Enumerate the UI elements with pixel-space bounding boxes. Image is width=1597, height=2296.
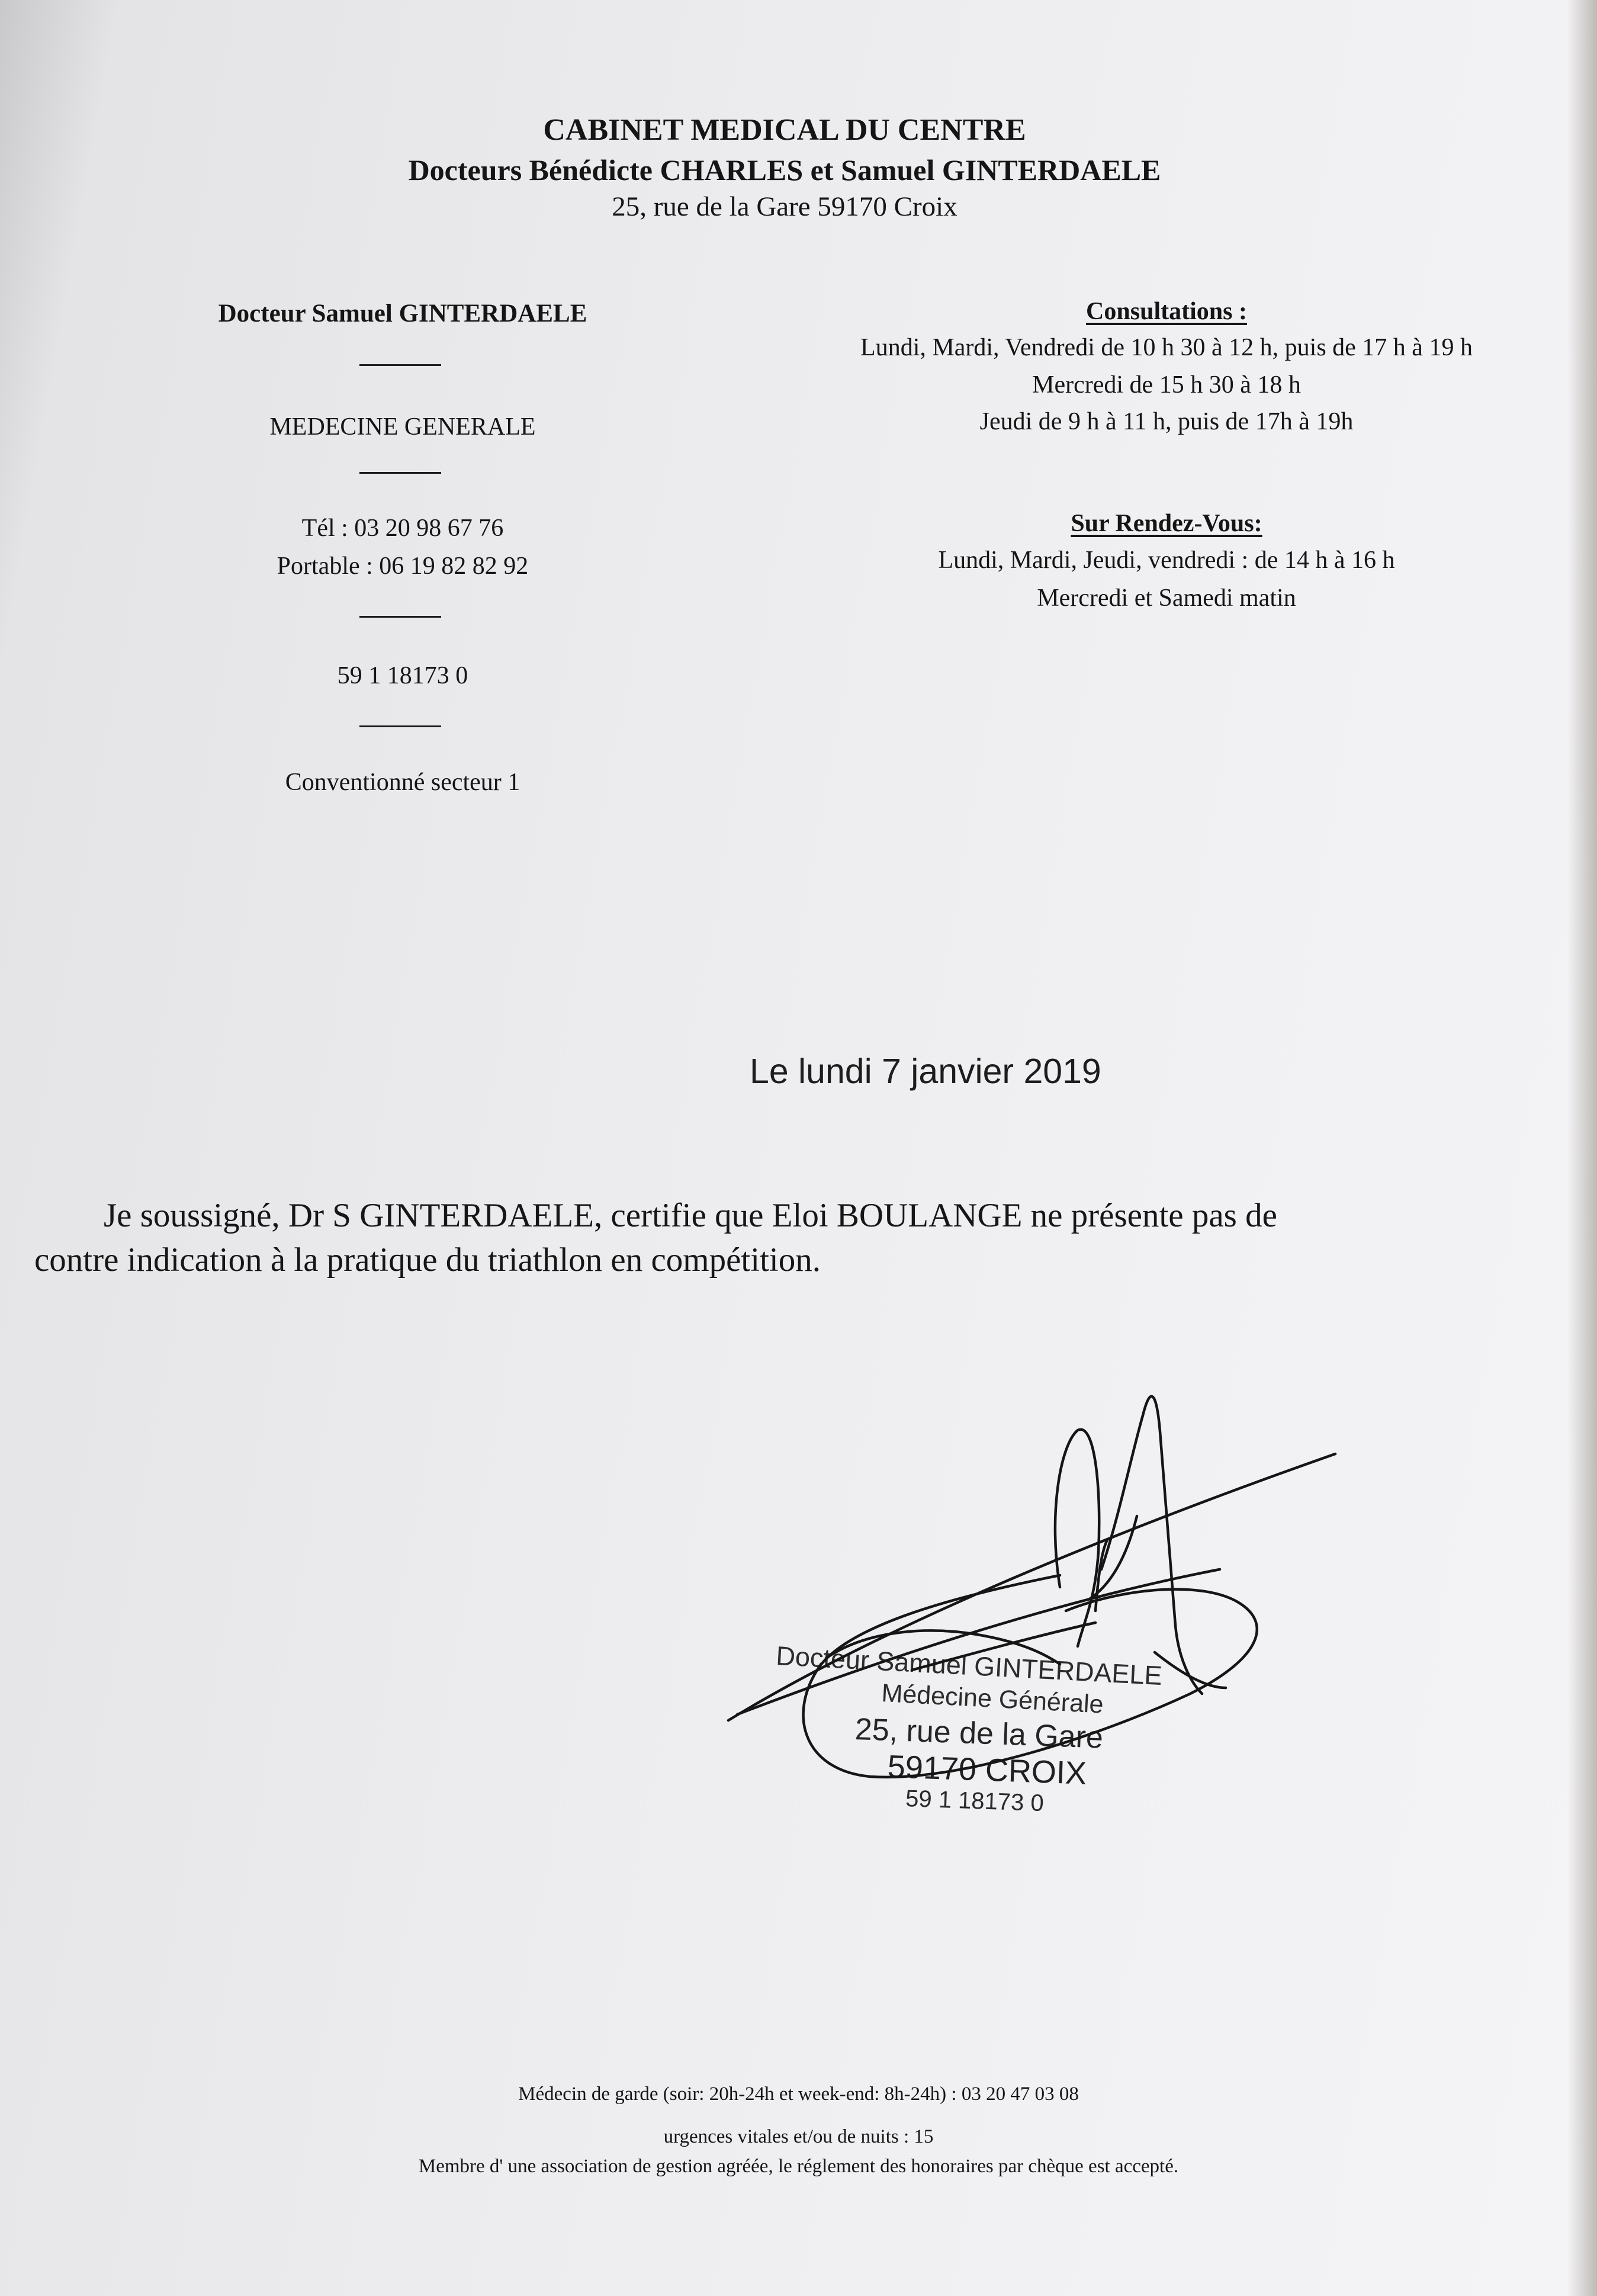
appointment-hours: Mercredi et Samedi matin [1037,585,1296,612]
doctor-name: Docteur Samuel GINTERDAELE [218,300,587,327]
consultation-hours: Jeudi de 9 h à 11 h, puis de 17h à 19h [979,408,1354,435]
footer-membership-info: Membre d' une association de gestion agréée, le réglement des honoraires par chèque est accepté. [418,2156,1179,2177]
consultations-heading: Consultations : [1086,298,1247,325]
practitioner-id: 59 1 18173 0 [337,662,468,689]
stamp-city: 59170 CROIX [886,1748,1087,1791]
stamp-specialty: Médecine Générale [881,1679,1104,1719]
stamp-address: 25, rue de la Gare [854,1711,1104,1755]
stamp-id: 59 1 18173 0 [905,1786,1045,1817]
cabinet-title: CABINET MEDICAL DU CENTRE [543,113,1026,147]
appointments-heading: Sur Rendez-Vous: [1071,510,1262,537]
footer-emergency-info: urgences vitales et/ou de nuits : 15 [663,2126,934,2147]
consultation-hours: Lundi, Mardi, Vendredi de 10 h 30 à 12 h, puis de 17 h à 19 h [860,334,1473,361]
footer-on-call-info: Médecin de garde (soir: 20h-24h et week-end: 8h-24h) : 03 20 47 03 08 [518,2083,1079,2105]
certificate-date: Le lundi 7 janvier 2019 [750,1052,1101,1091]
certificate-text-line-2: contre indication à la pratique du triathlon en compétition. [34,1241,821,1279]
stamp-doctor-name: Docteur Samuel GINTERDAELE [775,1640,1163,1691]
phone-number: Tél : 03 20 98 67 76 [301,515,504,542]
doctors-names: Docteurs Bénédicte CHARLES et Samuel GINTERDAELE [408,153,1161,187]
specialty: MEDECINE GENERALE [269,413,536,441]
certificate-text-line-1: Je soussigné, Dr S GINTERDAELE, certifie que Eloi BOULANGE ne présente pas de [104,1197,1277,1234]
convention-sector: Conventionné secteur 1 [285,769,520,796]
appointment-hours: Lundi, Mardi, Jeudi, vendredi : de 14 h à 16 h [938,547,1395,574]
consultation-hours: Mercredi de 15 h 30 à 18 h [1032,371,1301,399]
cabinet-address: 25, rue de la Gare 59170 Croix [612,191,957,222]
mobile-number: Portable : 06 19 82 82 92 [277,553,529,580]
